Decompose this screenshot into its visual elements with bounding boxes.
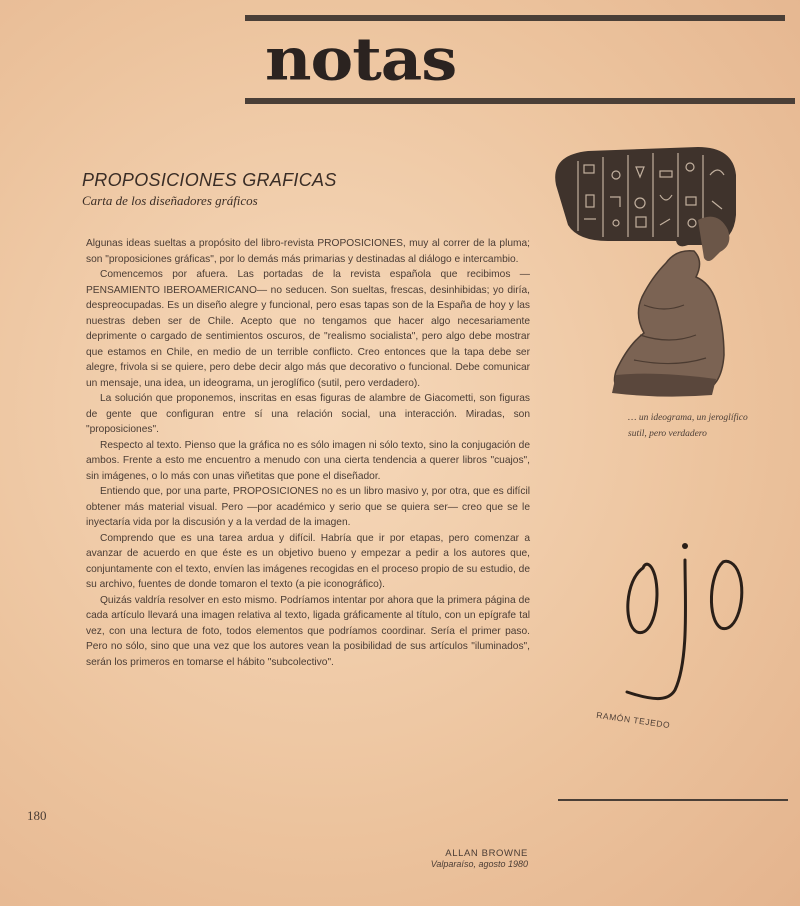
paragraph: La solución que proponemos, inscritas en esas figuras de alambre de Giacometti, son figuras de gente que configuran entre sí una relación social, una interacción. Miradas, son "proposiciones". — [86, 393, 530, 435]
paragraph: Quizás valdría resolver en esto mismo. Podríamos intentar por ahora que la primera página de cada artículo llevará una imagen relativa al texto, ligada gráficamente al título, con un epígrafe tal vez, con una lectura de foto, todos elementos que podríamos coordinar. Sería el primer paso. Pero no sólo, sino que una vez que los autores vean la posibilidad de sus artículos "iluminados", serán los primeros en tomarse el hábito "subcolectivo". — [86, 594, 530, 668]
ojo-credit: RAMÓN TEJEDO — [595, 709, 671, 731]
paragraph: Entiendo que, por una parte, PROPOSICIONES no es un libro masivo y, por otra, que es difícil obtener más material visual. Pero —por académico y serio que se quiera ser— creo que se le inyectaría vida por la discusión y a la verdad de la imagen. — [86, 486, 530, 528]
article-title: PROPOSICIONES GRAFICAS — [82, 170, 337, 190]
paragraph: Comprendo que es una tarea ardua y difícil. Habría que ir por etapas, pero comenzar a avanzar de acuerdo en que éste es un objetivo bueno y empezar a pedir a los autores que, conjuntamente con el texto, envíen las imágenes recogidas en el proceso propio de su estudio, de su archivo, fuentes de donde tomaron el texto (a pie iconográfico). — [86, 532, 530, 590]
masthead-underline — [245, 98, 795, 104]
illustration-caption: … un ideograma, un jeroglífico sutil, pero verdadero — [628, 413, 748, 439]
right-column-rule — [558, 799, 788, 801]
egyptian-scribe-illustration — [548, 145, 758, 400]
signature — [431, 848, 528, 869]
ojo-handwritten-illustration — [615, 540, 755, 710]
paragraph: Respecto al texto. Pienso que la gráfica no es sólo imagen ni sólo texto, sino la conjugación de ambos. Frente a esto me encuentro a menudo con una cierta tendencia a querer libros "cuajos", sin imágenes, o lo más con unas viñetitas que pone el diseñador. — [86, 439, 530, 482]
section-masthead: notas — [265, 25, 457, 95]
top-rule — [245, 15, 785, 21]
author-place-date: Valparaíso, agosto 1980 — [430, 859, 528, 869]
author-name: ALLAN BROWNE — [445, 848, 528, 859]
paragraph: Comencemos por afuera. Las portadas de la revista española que recibimos —PENSAMIENTO IBEROAMERICANO— no seducen. Son sueltas, frescas, desinhibidas; yo diría, despreocupadas. Es un diseño alegre y funcional, pero esas tapas son de la España de hoy y las nuestras deben ser de Chile. Acepto que no tengamos que hacer algo necesariamente deprimente o cargado de sentimientos oscuros, de "realismo socialista", pero algo debe mostrar que estamos en Chile, en medio de un terrible conflicto. Creo entonces que la tapa debe ser alegre, frivola si se quiere, pero debe decir algo más que decorativo o funcional. Debe comunicar un mensaje, una idea, un ideograma, un jeroglífico (sutil, pero verdadero). — [86, 269, 530, 389]
article-subtitle: Carta de los diseñadores gráficos — [82, 193, 258, 208]
page-number: 180 — [27, 808, 47, 823]
paragraph: Algunas ideas sueltas a propósito del libro-revista PROPOSICIONES, muy al correr de la pluma; son "proposiciones gráficas", por lo demás más primarias y destinadas al diálogo e intercambio. — [86, 238, 530, 265]
article-body — [86, 236, 530, 670]
